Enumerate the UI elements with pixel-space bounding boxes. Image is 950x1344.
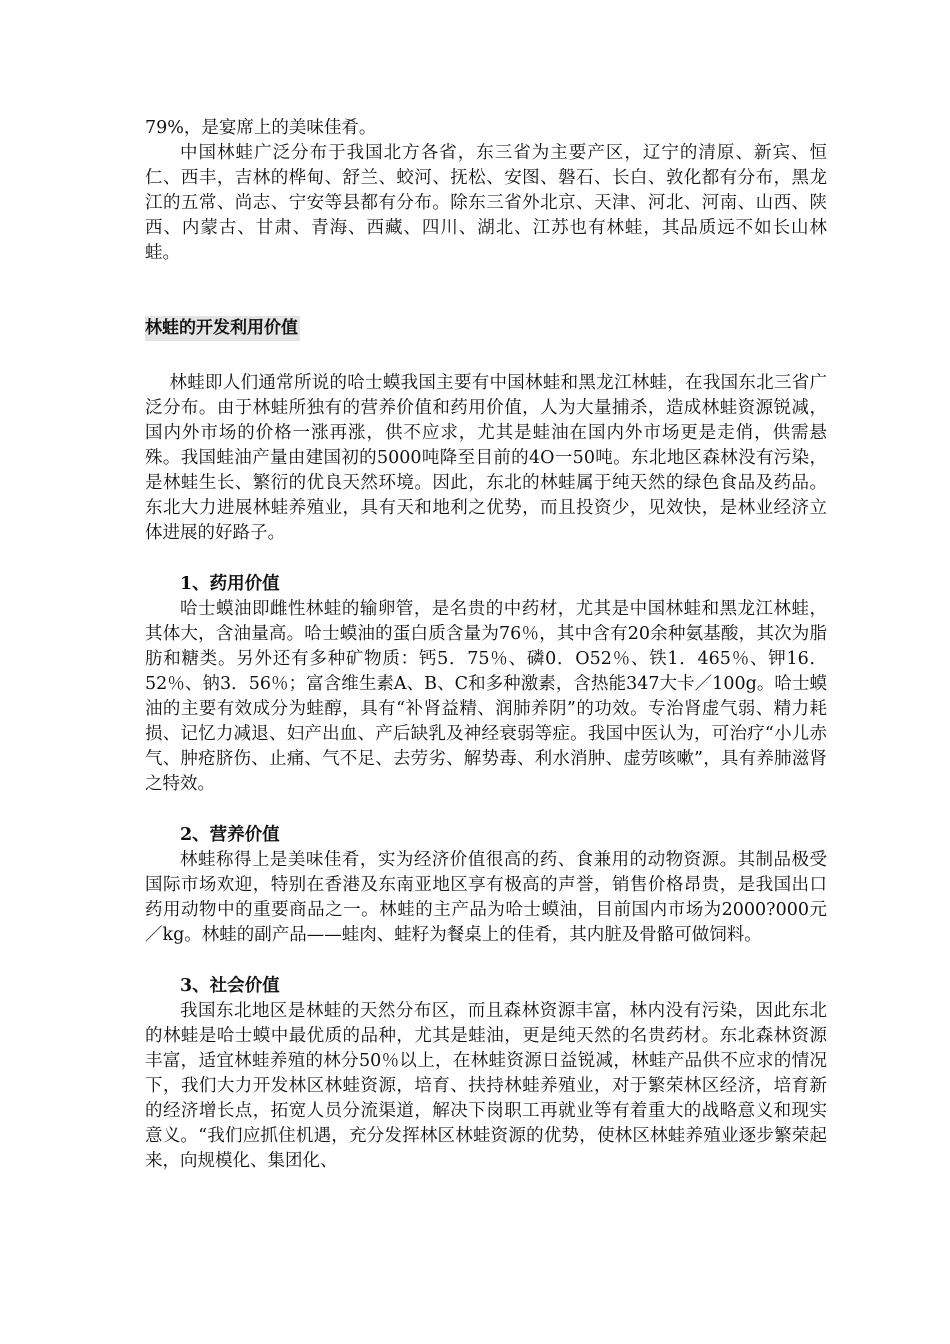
section-heading-wrapper [145, 316, 827, 341]
paragraph-nutrition: 林蛙称得上是美味佳肴，实为经济价值很高的药、食兼用的动物资源。其制品极受国际市场欢迎，特别在香港及东南亚地区享有极高的声誉，销售价格昂贵，是我国出口药用动物中的重要商品之一。林蛙的主产品为哈士蟆油，目前国内市场为2000?000元／kg。林蛙的副产品——蛙肉、蛙籽为餐桌上的佳肴，其内脏及骨骼可做饲料。 [145, 850, 827, 945]
paragraph-intro: 林蛙即人们通常所说的哈士蟆我国主要有中国林蛙和黑龙江林蛙，在我国东北三省广泛分布。由于林蛙所独有的营养价值和药用价值，人为大量捕杀，造成林蛙资源锐减，国内外市场的价格一涨再涨，供不应求，尤其是蛙油在国内外市场更是走俏，供需悬殊。我国蛙油产量由建国初的5000吨降至目前的4O一50吨。东北地区森林没有污染，是林蛙生长、繁衍的优良天然环境。因此，东北的林蛙属于纯天然的绿色食品及药品。东北大力进展林蛙养殖业，具有天和地利之优势，而且投资少，见效快，是林业经济立体进展的好路子。 [145, 373, 827, 543]
paragraph-distribution: 中国林蛙广泛分布于我国北方各省，东三省为主要产区，辽宁的清原、新宾、恒仁、西丰，吉林的桦甸、舒兰、蛟河、抚松、安图、磐石、长白、敦化都有分布，黑龙江的五常、尚志、宁安等县都有分布。除东三省外北京、天津、河北、河南、山西、陕西、内蒙古、甘肃、青海、西藏、四川、湖北、江苏也有林蛙，其品质远不如长山林蛙。 [145, 143, 827, 263]
paragraph-medicinal: 哈士蟆油即雌性林蛙的输卵管，是名贵的中药材，尤其是中国林蛙和黑龙江林蛙，其体大，含油量高。哈士蟆油的蛋白质含量为76％，其中含有20余种氨基酸，其次为脂肪和糖类。另外还有多种矿物质：钙5．75％、磷0．O52％、铁1．465％、钾16．52％、钠3．56％；富含维生素A、B、C和多种激素，含热能347大卡／100g。哈士蟆油的主要有效成分为蛙醇，具有“补肾益精、润肺养阴”的功效。专治肾虚气弱、精力耗损、记忆力减退、妇产出血、产后缺乳及神经衰弱等症。我国中医认为，可治疗“小儿赤气、肿疮脐伤、止痛、气不足、去劳劣、解势毒、利水消肿、虚劳咳嗽”，具有养肺滋肾之特效。 [145, 599, 827, 794]
subheading-social: 3、社会价值 [180, 976, 280, 996]
spacer [145, 546, 827, 572]
spacer [145, 266, 827, 316]
section-title: 林蛙的开发利用价值 [145, 316, 300, 341]
spacer [145, 341, 827, 371]
subheading-medicinal: 1、药用价值 [180, 574, 280, 594]
document-page [145, 116, 827, 1174]
paragraph-social: 我国东北地区是林蛙的天然分布区，而且森林资源丰富，林内没有污染，因此东北的林蛙是哈士蟆中最优质的品种，尤其是蛙油，更是纯天然的名贵药材。东北森林资源丰富，适宜林蛙养殖的林分50％以上，在林蛙资源日益锐减，林蛙产品供不应求的情况下，我们大力开发林区林蛙资源，培育、扶持林蛙养殖业，对于繁荣林区经济，培育新的经济增长点，拓宽人员分流渠道，解决下岗职工再就业等有着重大的战略意义和现实意义。“我们应抓住机遇，充分发挥林区林蛙资源的优势，使林区林蛙养殖业逐步繁荣起来，向规模化、集团化、 [145, 1001, 827, 1171]
spacer [145, 948, 827, 974]
subheading-nutrition: 2、营养价值 [180, 825, 280, 845]
paragraph-continuation: 79%，是宴席上的美味佳肴。 [145, 118, 377, 138]
spacer [145, 797, 827, 823]
